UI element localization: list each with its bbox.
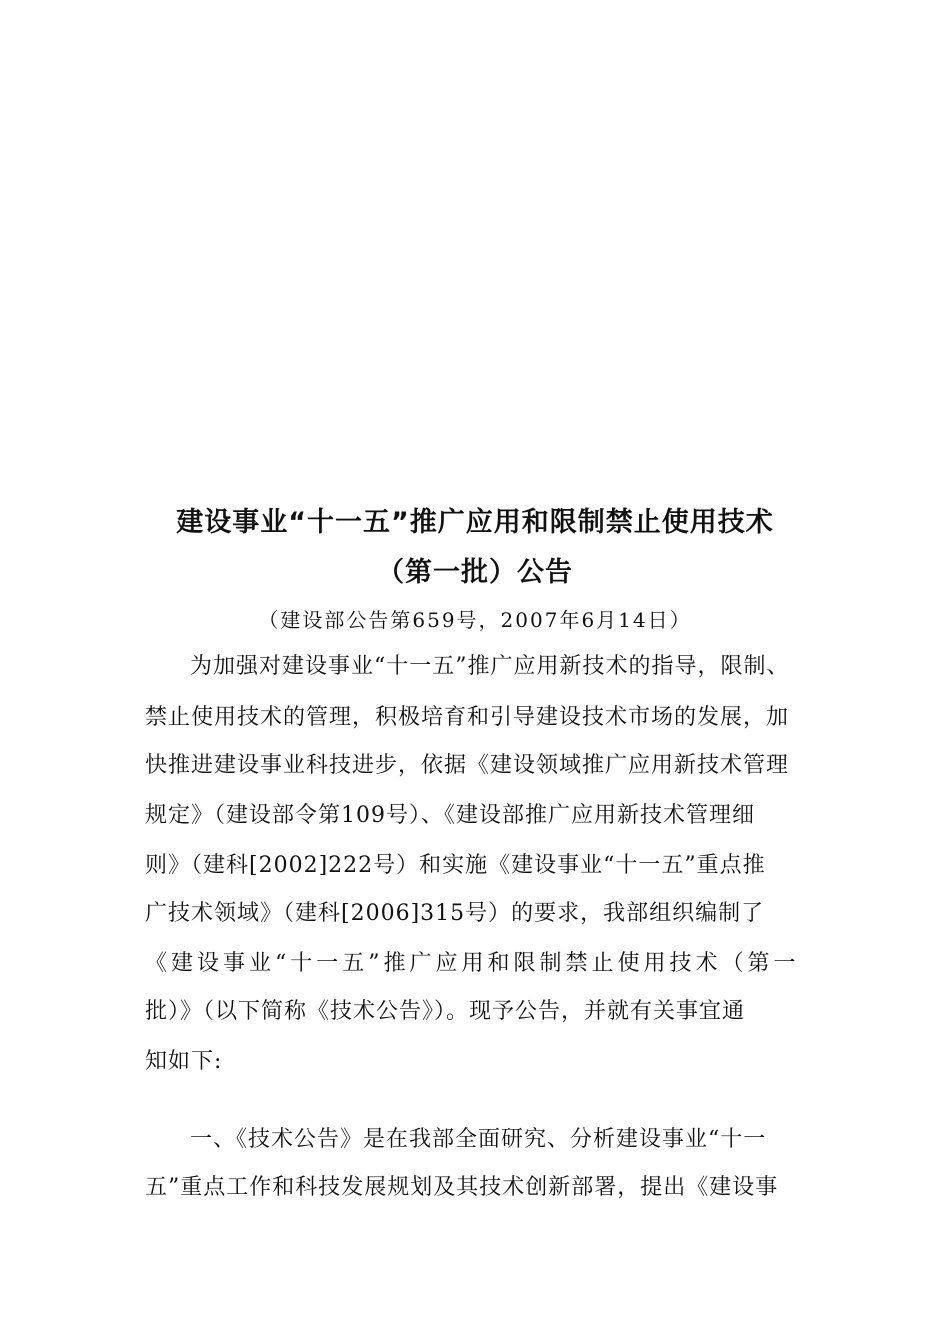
paragraph-1-line-6: 广技术领域》（建科[2006]315号）的要求，我部组织编制了 bbox=[145, 901, 765, 926]
paragraph-1-line-4: 规定》（建设部令第109号）、《建设部推广应用新技术管理细 bbox=[145, 803, 755, 828]
paragraph-1-line-9: 知如下: bbox=[145, 1049, 223, 1074]
document-title-line-2: （第一批）公告 bbox=[377, 557, 573, 588]
paragraph-2-line-1: 一、《技术公告》是在我部全面研究、分析建设事业“十一 bbox=[190, 1127, 767, 1152]
document-title-line-1: 建设事业“十一五”推广应用和限制禁止使用技术 bbox=[176, 507, 774, 538]
paragraph-1-line-3: 快推进建设事业科技进步，依据《建设领域推广应用新技术管理 bbox=[145, 753, 790, 778]
paragraph-1-line-1: 为加强对建设事业“十一五”推广应用新技术的指导，限制、 bbox=[190, 654, 790, 679]
paragraph-2-line-2: 五”重点工作和科技发展规划及其技术创新部署，提出《建设事 bbox=[145, 1175, 779, 1200]
paragraph-1-line-8: 批）》（以下简称《技术公告》）。现予公告，并就有关事宜通 bbox=[145, 999, 746, 1024]
paragraph-1-line-2: 禁止使用技术的管理，积极培育和引导建设技术市场的发展，加 bbox=[145, 705, 790, 730]
paragraph-1-line-7: 《建设事业“十一五”推广应用和限制禁止使用技术（第一 bbox=[145, 951, 800, 976]
paragraph-1-line-5: 则》（建科[2002]222号）和实施《建设事业“十一五”重点推 bbox=[145, 853, 766, 878]
announcement-reference: （建设部公告第659号，2007年6月14日） bbox=[258, 608, 692, 632]
